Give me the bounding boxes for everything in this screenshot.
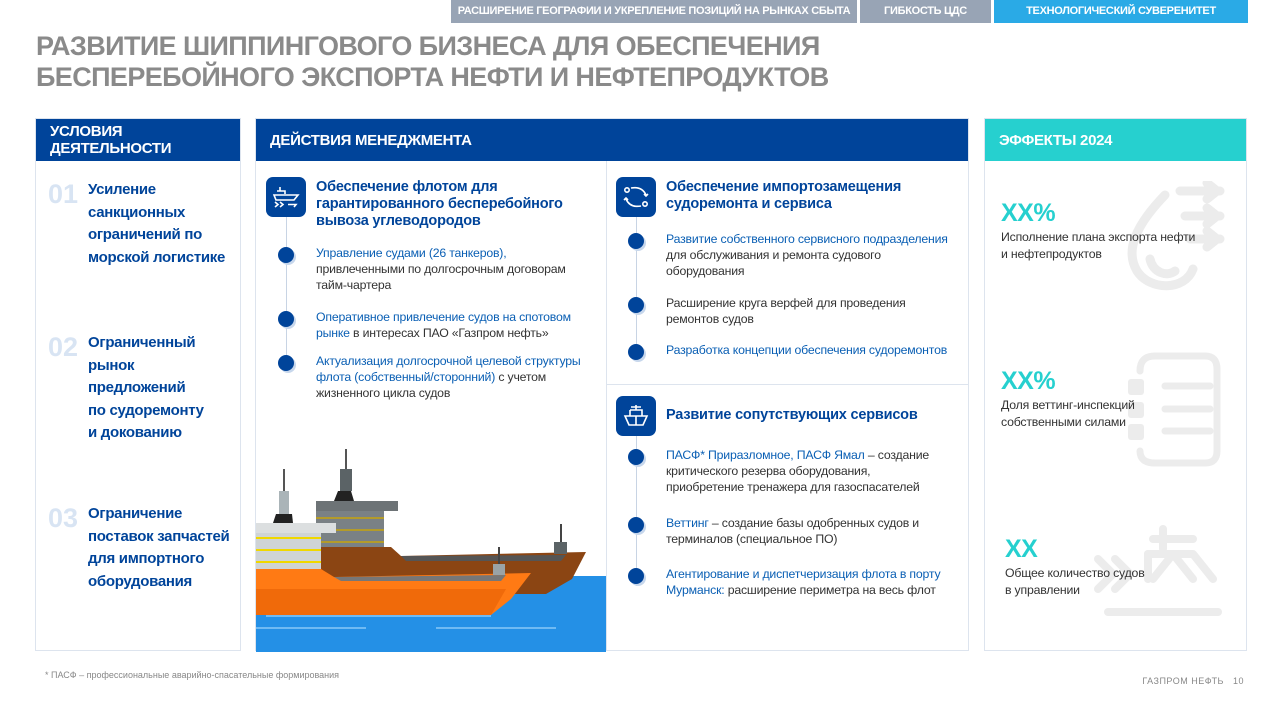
block-title: Обеспечение импортозамещения судоремонта и сервиса (666, 179, 902, 212)
page-title-line1: РАЗВИТИЕ ШИППИНГОВОГО БИЗНЕСА ДЛЯ ОБЕСПЕЧЕНИЯ (36, 31, 820, 61)
page-footer (1142, 676, 1244, 686)
cycle-arrows-icon (616, 177, 656, 217)
mgmt-block-fleet: Обеспечение флотом для гарантированного бесперебойного вывоза углеводородов Управление судами (26 танкеров), привлеченными по долгосрочным договорам тайм-чартера Оперативное привлечение судов на спотовом рынке в интересах ПАО «Газпром нефть» Актуализация долгосрочной целевой структуры флота (собственный/сторонний) с учетом жизненного цикла судов (266, 177, 601, 417)
block-title: Развитие сопутствующих сервисов (666, 407, 918, 423)
top-tags (451, 0, 1248, 23)
effect-description: Общее количество судов в управлении (1005, 566, 1145, 597)
bullet-dot (628, 344, 644, 360)
tanker-ships-illustration (256, 449, 606, 652)
brand-name: ГАЗПРОМ НЕФТЬ (1142, 676, 1224, 686)
mgmt-block-services: Развитие сопутствующих сервисов ПАСФ* Приразломное, ПАСФ Ямал – создание критического резерва оборудования, приобретение тренажера для газоспасателей Веттинг – создание базы одобренных судов и терминалов (специальное ПО) Агентирование и диспетчеризация флота в порту Мурманск: расширение периметра на весь флот (616, 396, 966, 626)
effect-item-vetting-share (1001, 367, 1135, 431)
ship-front-icon (616, 396, 656, 436)
bullet-dot (278, 311, 294, 327)
tag-tech-sovereignty[interactable]: ТЕХНОЛОГИЧЕСКИЙ СУВЕРЕНИТЕТ (994, 0, 1248, 23)
effect-value: XX (1005, 535, 1038, 563)
conditions-header-line1: УСЛОВИЯ (50, 123, 123, 140)
management-panel (255, 118, 969, 651)
condition-number: 02 (48, 332, 79, 362)
conditions-panel (35, 118, 241, 651)
condition-number: 01 (48, 179, 79, 209)
tag-flexibility[interactable]: ГИБКОСТЬ ЦДС (860, 0, 991, 23)
bullet-dot (628, 233, 644, 249)
effects-panel (984, 118, 1247, 651)
block-title: Обеспечение флотом для гарантированного бесперебойного вывоза углеводородов (316, 179, 563, 229)
effects-header: ЭФФЕКТЫ 2024 (985, 119, 1246, 161)
ship-export-icon (266, 177, 306, 217)
management-header: ДЕЙСТВИЯ МЕНЕДЖМЕНТА (256, 119, 968, 161)
conditions-header (36, 119, 240, 161)
effect-description: Исполнение плана экспорта нефти и нефтепродуктов (1001, 230, 1196, 261)
checklist-icon (1125, 351, 1225, 471)
condition-item-1 (48, 179, 225, 269)
page-title (36, 31, 829, 93)
condition-number: 03 (48, 503, 79, 533)
effect-item-export-plan (1001, 199, 1195, 263)
condition-item-3 (48, 503, 229, 593)
condition-text: Усиление санкционных ограничений по морской логистике (88, 181, 226, 266)
timeline-line (286, 217, 287, 367)
bullet-dot (628, 568, 644, 584)
page-number: 10 (1232, 676, 1244, 686)
divider-horizontal (607, 384, 969, 385)
bullet-dot (278, 355, 294, 371)
effect-value: XX% (1001, 367, 1056, 395)
effect-description: Доля веттинг-инспекций собственными силами (1001, 398, 1135, 429)
effect-value: XX% (1001, 199, 1056, 227)
bullet-dot (278, 247, 294, 263)
tag-geography[interactable]: РАСШИРЕНИЕ ГЕОГРАФИИ И УКРЕПЛЕНИЕ ПОЗИЦИЙ НА РЫНКАХ СБЫТА (451, 0, 857, 23)
mgmt-block-import-substitution: Обеспечение импортозамещения судоремонта и сервиса Развитие собственного сервисного подразделения для обслуживания и ремонта судового оборудования Расширение круга верфей для проведения ремонтов судов Разработка концепции обеспечения судоремонтов (616, 177, 966, 377)
effect-item-vessels-count (1005, 535, 1145, 599)
divider-vertical (606, 161, 607, 651)
page-title-line2: БЕСПЕРЕБОЙНОГО ЭКСПОРТА НЕФТИ И НЕФТЕПРОДУКТОВ (36, 62, 829, 92)
condition-text: Ограниченный рынок предложений по судоремонту и докованию (88, 334, 204, 441)
conditions-header-line2: ДЕЯТЕЛЬНОСТИ (50, 140, 172, 157)
footnote: * ПАСФ – профессиональные аварийно-спасательные формирования (45, 670, 340, 680)
bullet-dot (628, 449, 644, 465)
bullet-dot (628, 517, 644, 533)
bullet-dot (628, 297, 644, 313)
condition-item-2 (48, 332, 204, 445)
condition-text: Ограничение поставок запчастей для импортного оборудования (88, 505, 230, 590)
